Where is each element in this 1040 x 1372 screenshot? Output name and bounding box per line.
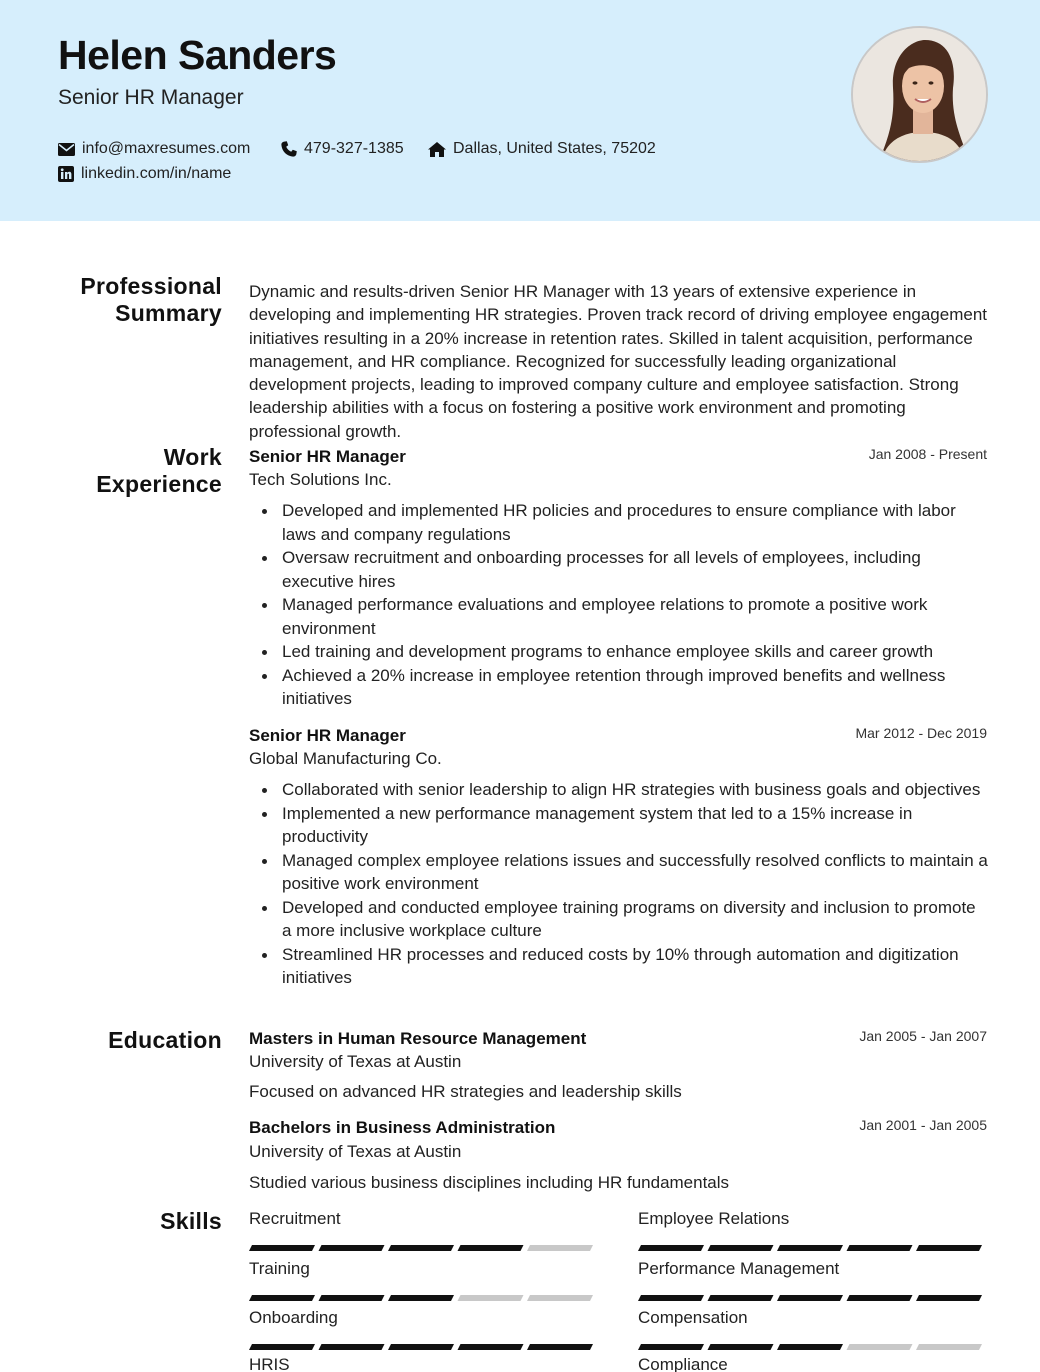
job-bullet: Oversaw recruitment and onboarding processes for all levels of employees, including executive hires [249, 546, 989, 593]
skill-level-segment [388, 1295, 454, 1301]
skill-level-bar [638, 1337, 986, 1343]
section-title-education: Education [108, 1027, 222, 1053]
job-dates: Jan 2008 - Present [868, 446, 987, 462]
contact-email[interactable] [58, 140, 250, 158]
degree-dates: Jan 2005 - Jan 2007 [859, 1028, 987, 1044]
contact-phone[interactable] [281, 140, 404, 158]
skill-level-bar [249, 1288, 597, 1294]
skill-level-bar [249, 1337, 597, 1343]
job-title: Senior HR Manager [249, 447, 406, 466]
job-bullets [249, 499, 989, 711]
skill-level-segment [249, 1295, 315, 1301]
skill-item [249, 1209, 597, 1244]
skill-name: Compensation [638, 1308, 748, 1327]
job-bullets [249, 778, 989, 990]
job-title: Senior HR Manager [249, 726, 406, 745]
contact-linkedin-text: linkedin.com/in/name [81, 165, 232, 182]
skill-level-segment [527, 1344, 593, 1350]
skill-level-segment [458, 1295, 524, 1301]
contact-email-text: info@maxresumes.com [82, 140, 251, 157]
skill-name: Onboarding [249, 1308, 338, 1327]
contact-phone-text: 479-327-1385 [304, 140, 404, 157]
skill-level-segment [708, 1245, 774, 1251]
degree-description: Studied various business disciplines including HR fundamentals [249, 1173, 730, 1192]
skill-name: Performance Management [638, 1259, 840, 1278]
phone-icon [281, 141, 297, 157]
candidate-title: Senior HR Manager [58, 86, 244, 109]
job-company: Tech Solutions Inc. [249, 470, 392, 489]
section-title-skills: Skills [160, 1208, 222, 1234]
section-title-work: Work Experience [96, 444, 222, 497]
skill-level-segment [249, 1344, 315, 1350]
job-bullet: Achieved a 20% increase in employee retention through improved benefits and wellness initiatives [249, 664, 989, 711]
job-dates: Mar 2012 - Dec 2019 [855, 725, 987, 741]
skill-level-segment [249, 1245, 315, 1251]
skill-item [249, 1259, 597, 1294]
contact-location-text: Dallas, United States, 75202 [453, 140, 656, 157]
skill-level-segment [638, 1295, 704, 1301]
skill-level-segment [777, 1344, 843, 1350]
skill-level-segment [388, 1245, 454, 1251]
skill-item [249, 1355, 597, 1372]
linkedin-icon [58, 166, 74, 182]
job-bullet: Developed and implemented HR policies and procedures to ensure compliance with labor laws and company regulations [249, 499, 989, 546]
skill-item [638, 1308, 986, 1343]
skill-level-segment [319, 1344, 385, 1350]
skill-item [249, 1308, 597, 1343]
degree-title: Masters in Human Resource Management [249, 1029, 587, 1048]
degree-title: Bachelors in Business Administration [249, 1118, 556, 1137]
skill-level-bar [638, 1288, 986, 1294]
contact-location [428, 140, 656, 158]
skill-level-segment [458, 1344, 524, 1350]
skill-level-segment [708, 1295, 774, 1301]
degree-description: Focused on advanced HR strategies and leadership skills [249, 1082, 682, 1101]
job-bullet: Developed and conducted employee training programs on diversity and inclusion to promote a more inclusive workplace culture [249, 896, 989, 943]
job-company: Global Manufacturing Co. [249, 749, 442, 768]
job-bullet: Led training and development programs to enhance employee skills and career growth [249, 640, 989, 664]
skill-level-segment [708, 1344, 774, 1350]
skill-item [638, 1209, 986, 1244]
contact-linkedin[interactable] [58, 165, 231, 183]
skill-name: HRIS [249, 1355, 290, 1372]
skill-level-segment [458, 1245, 524, 1251]
skill-item [638, 1259, 986, 1294]
job-bullet: Managed performance evaluations and employee relations to promote a positive work environment [249, 593, 989, 640]
degree-school: University of Texas at Austin [249, 1052, 462, 1071]
job-bullet: Implemented a new performance management system that led to a 15% increase in productivity [249, 802, 989, 849]
job-bullet: Streamlined HR processes and reduced costs by 10% through automation and digitization initiatives [249, 943, 989, 990]
degree-school: University of Texas at Austin [249, 1142, 462, 1161]
profile-photo [851, 26, 988, 163]
skill-level-segment [847, 1344, 913, 1350]
skill-level-segment [777, 1245, 843, 1251]
skill-level-segment [388, 1344, 454, 1350]
summary-text: Dynamic and results-driven Senior HR Manager with 13 years of extensive experience in developing and implementing HR strategies. Proven track record of driving employee engagement initiatives resulting in a 20% increase in retention rates. Skilled in talent acquisition, performance management, and HR compliance. Recognized for successfully leading organizational development projects, leading to improved company culture and employee satisfaction. Strong leadership abilities with a focus on fostering a positive work environment and promoting professional growth. [249, 282, 988, 441]
degree-dates: Jan 2001 - Jan 2005 [859, 1117, 987, 1133]
skill-level-segment [916, 1245, 982, 1251]
skill-level-segment [847, 1295, 913, 1301]
skill-level-bar [249, 1238, 597, 1244]
resume-header [0, 0, 1040, 221]
skill-name: Compliance [638, 1355, 728, 1372]
skill-level-segment [916, 1344, 982, 1350]
skill-name: Recruitment [249, 1209, 341, 1228]
skill-level-segment [638, 1245, 704, 1251]
home-icon [428, 142, 446, 157]
skill-level-segment [638, 1344, 704, 1350]
skill-level-segment [916, 1295, 982, 1301]
skill-item [638, 1355, 986, 1372]
skill-level-segment [319, 1245, 385, 1251]
job-bullet: Managed complex employee relations issues and successfully resolved conflicts to maintain a positive work environment [249, 849, 989, 896]
skill-name: Employee Relations [638, 1209, 790, 1228]
skill-level-bar [638, 1238, 986, 1244]
skill-level-segment [847, 1245, 913, 1251]
job-bullet: Collaborated with senior leadership to align HR strategies with business goals and objectives [249, 778, 989, 802]
skill-name: Training [249, 1259, 310, 1278]
skill-level-segment [527, 1295, 593, 1301]
skill-level-segment [527, 1245, 593, 1251]
candidate-name: Helen Sanders [58, 32, 337, 78]
skill-level-segment [319, 1295, 385, 1301]
section-title-summary: Professional Summary [80, 273, 222, 326]
skill-level-segment [777, 1295, 843, 1301]
envelope-icon [58, 143, 75, 156]
